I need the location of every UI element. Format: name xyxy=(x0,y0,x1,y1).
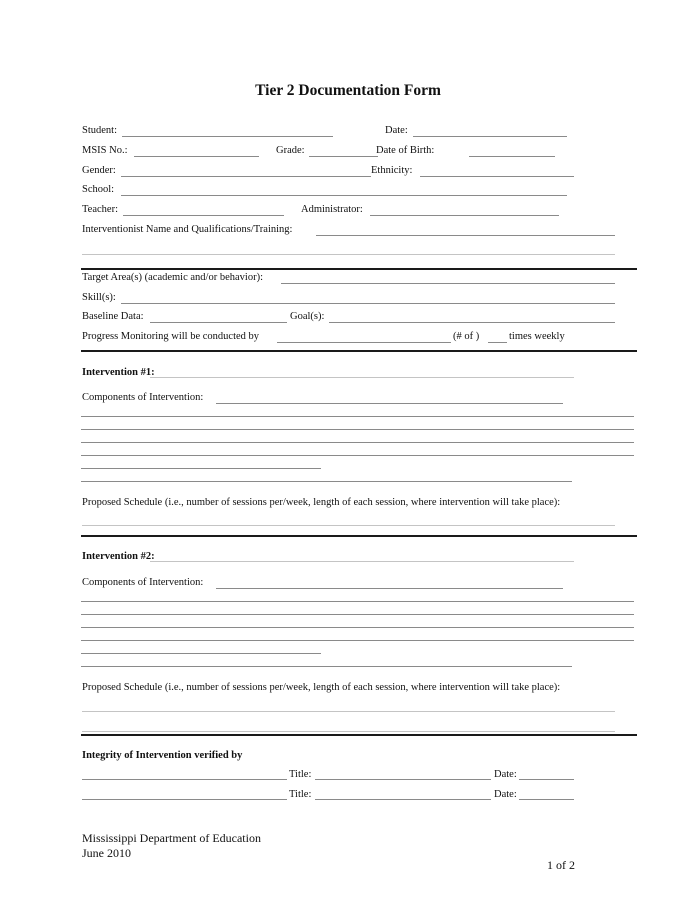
intervention-2-components-label: Components of Intervention: xyxy=(82,577,204,588)
ethnicity-label: Ethnicity: xyxy=(371,165,413,176)
section-divider xyxy=(81,734,637,736)
page-title: Tier 2 Documentation Form xyxy=(255,82,441,99)
section-divider xyxy=(81,268,637,270)
verifier-date-label: Date: xyxy=(494,789,517,800)
integrity-heading: Integrity of Intervention verified by xyxy=(82,750,243,761)
gender-label: Gender: xyxy=(82,165,116,176)
intervention-1-components-line[interactable] xyxy=(81,481,572,482)
target-area-field[interactable] xyxy=(281,283,615,284)
footer-organization: Mississippi Department of Education xyxy=(82,831,261,845)
times-weekly-label: times weekly xyxy=(509,331,565,342)
progress-label: Progress Monitoring will be conducted by xyxy=(82,331,260,342)
progress-by-field[interactable] xyxy=(277,342,451,343)
intervention-1-schedule-field[interactable] xyxy=(82,525,615,526)
msis-field[interactable] xyxy=(134,156,259,157)
intervention-2-schedule-field[interactable] xyxy=(82,711,615,712)
intervention-2-components-field[interactable] xyxy=(216,588,563,589)
school-field[interactable] xyxy=(121,195,567,196)
target-area-label: Target Area(s) (academic and/or behavior): xyxy=(82,272,263,283)
intervention-1-components-line[interactable] xyxy=(81,429,634,430)
verifier-date-label: Date: xyxy=(494,769,517,780)
intervention-2-components-line[interactable] xyxy=(81,653,321,654)
goals-label: Goal(s): xyxy=(290,311,325,322)
verifier-title-label: Title: xyxy=(289,769,312,780)
intervention-1-components-label: Components of Intervention: xyxy=(82,392,204,403)
times-weekly-field[interactable] xyxy=(488,342,507,343)
ethnicity-field[interactable] xyxy=(420,176,574,177)
progress-count-label: (# of ) xyxy=(453,331,480,342)
intervention-1-components-line[interactable] xyxy=(81,416,634,417)
skills-label: Skill(s): xyxy=(82,292,116,303)
gender-field[interactable] xyxy=(121,176,371,177)
date-label: Date: xyxy=(385,125,408,136)
interventionist-label: Interventionist Name and Qualifications/Training: xyxy=(82,224,293,235)
intervention-2-components-line[interactable] xyxy=(81,614,634,615)
intervention-2-components-line[interactable] xyxy=(81,666,572,667)
verifier-date-field[interactable] xyxy=(519,779,574,780)
date-field[interactable] xyxy=(413,136,567,137)
verifier-title-field[interactable] xyxy=(315,779,491,780)
interventionist-field-continued[interactable] xyxy=(82,254,615,255)
intervention-1-components-line[interactable] xyxy=(81,442,634,443)
grade-label: Grade: xyxy=(276,145,305,156)
verifier-name-field[interactable] xyxy=(82,779,287,780)
interventionist-field[interactable] xyxy=(316,235,615,236)
administrator-label: Administrator: xyxy=(301,204,363,215)
dob-field[interactable] xyxy=(469,156,555,157)
intervention-1-heading: Intervention #1: xyxy=(82,367,155,378)
intervention-1-components-field[interactable] xyxy=(216,403,563,404)
student-label: Student: xyxy=(82,125,118,136)
dob-label: Date of Birth: xyxy=(376,145,435,156)
verifier-name-field[interactable] xyxy=(82,799,287,800)
section-divider xyxy=(81,535,637,537)
skills-field[interactable] xyxy=(121,303,615,304)
teacher-label: Teacher: xyxy=(82,204,118,215)
intervention-2-components-line[interactable] xyxy=(81,627,634,628)
intervention-1-components-line[interactable] xyxy=(81,455,634,456)
baseline-field[interactable] xyxy=(150,322,287,323)
goals-field[interactable] xyxy=(329,322,615,323)
footer-date: June 2010 xyxy=(82,846,131,860)
baseline-label: Baseline Data: xyxy=(82,311,144,322)
section-divider xyxy=(81,350,637,352)
intervention-1-field[interactable] xyxy=(150,377,574,378)
administrator-field[interactable] xyxy=(370,215,559,216)
intervention-1-components-line[interactable] xyxy=(81,468,321,469)
grade-field[interactable] xyxy=(309,156,378,157)
school-label: School: xyxy=(82,184,115,195)
intervention-2-field[interactable] xyxy=(150,561,574,562)
intervention-2-components-line[interactable] xyxy=(81,640,634,641)
msis-label: MSIS No.: xyxy=(82,145,128,156)
intervention-1-schedule-label: Proposed Schedule (i.e., number of sessions per/week, length of each session, where intervention will take place): xyxy=(82,497,561,508)
intervention-2-heading: Intervention #2: xyxy=(82,551,155,562)
verifier-title-field[interactable] xyxy=(315,799,491,800)
page-number: 1 of 2 xyxy=(547,858,575,872)
intervention-2-components-line[interactable] xyxy=(81,601,634,602)
intervention-2-schedule-field-continued[interactable] xyxy=(82,731,615,732)
verifier-date-field[interactable] xyxy=(519,799,574,800)
teacher-field[interactable] xyxy=(123,215,284,216)
student-field[interactable] xyxy=(122,136,333,137)
intervention-2-schedule-label: Proposed Schedule (i.e., number of sessions per/week, length of each session, where intervention will take place): xyxy=(82,682,561,693)
verifier-title-label: Title: xyxy=(289,789,312,800)
